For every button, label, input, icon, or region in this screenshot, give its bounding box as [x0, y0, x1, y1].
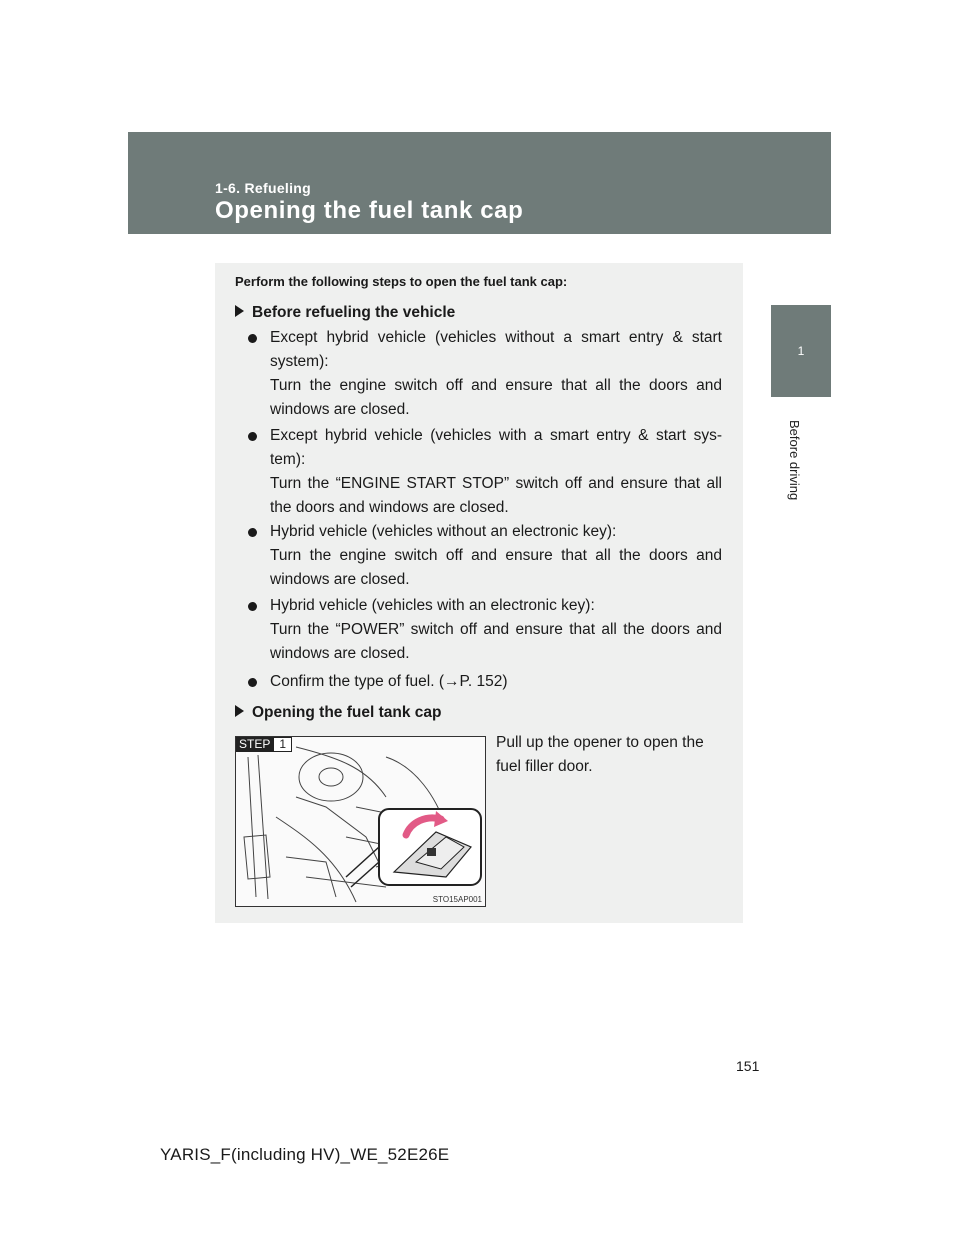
intro-text: Perform the following steps to open the fuel tank cap:: [235, 274, 568, 289]
page-title: Opening the fuel tank cap: [215, 197, 524, 224]
list-item: Except hybrid vehicle (vehicles with a smart entry & start sys-tem): Turn the “ENGINE START STOP” switch off and ensure that all the doors and windows are closed.: [248, 424, 722, 520]
chapter-number: 1: [797, 344, 805, 358]
list-item: Confirm the type of fuel. (→P. 152): [248, 670, 722, 694]
triangle-bullet-icon: [235, 305, 244, 317]
fuel-opener-illustration: [235, 736, 486, 907]
car-interior-illustration: [236, 737, 485, 906]
step-badge: STEP 1: [236, 737, 292, 752]
list-item: Except hybrid vehicle (vehicles without a smart entry & start system): Turn the engine switch off and ensure that all the doors and windows are closed.: [248, 326, 722, 422]
heading-opening-cap: Opening the fuel tank cap: [235, 704, 441, 722]
footer-doc-id: YARIS_F(including HV)_WE_52E26E: [160, 1145, 450, 1164]
bullet-dot-icon: [248, 602, 257, 611]
bullet-dot-icon: [248, 528, 257, 537]
section-label: 1-6. Refueling: [215, 180, 311, 196]
chapter-label: Before driving: [787, 420, 802, 501]
list-item: Hybrid vehicle (vehicles without an electronic key): Turn the engine switch off and ensure that all the doors and windows are closed.: [248, 520, 722, 592]
triangle-bullet-icon: [235, 705, 244, 717]
list-item: Hybrid vehicle (vehicles with an electronic key): Turn the “POWER” switch off and ensure that all the doors and windows are closed.: [248, 594, 722, 666]
page-number: 151: [736, 1058, 760, 1074]
bullet-dot-icon: [248, 678, 257, 687]
bullet-dot-icon: [248, 334, 257, 343]
bullet-dot-icon: [248, 432, 257, 441]
chapter-tab[interactable]: [771, 305, 831, 397]
step-instruction: Pull up the opener to open the fuel filler door.: [496, 734, 704, 775]
heading-before-refueling: Before refueling the vehicle: [235, 304, 455, 322]
figure-code: STO15AP001: [432, 895, 482, 904]
